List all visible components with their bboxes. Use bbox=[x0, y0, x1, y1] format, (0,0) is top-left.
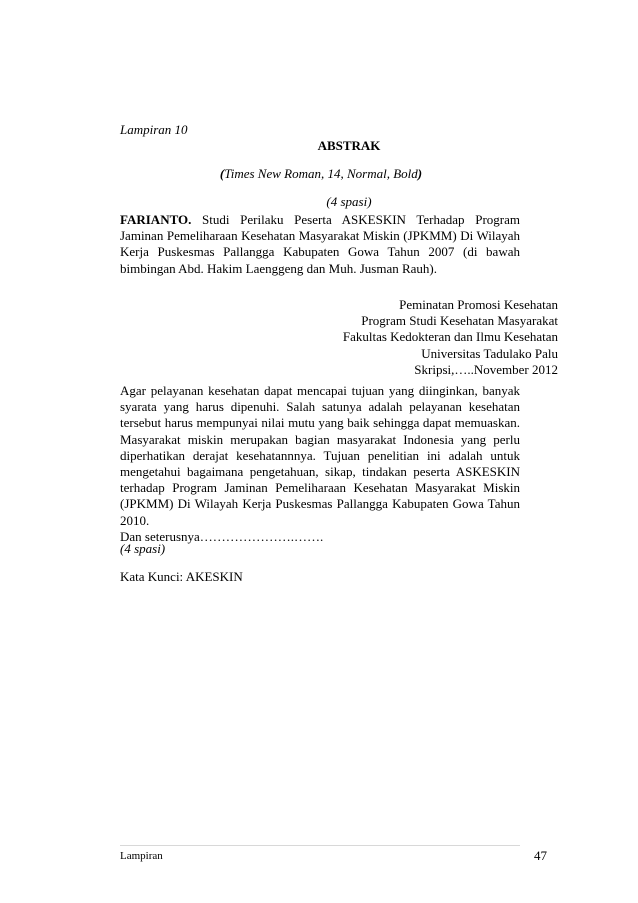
affiliation-line: Program Studi Kesehatan Masyarakat bbox=[361, 313, 558, 329]
affiliation-block bbox=[343, 297, 558, 378]
abstract-title bbox=[0, 138, 638, 154]
format-note-close: ) bbox=[417, 166, 423, 181]
affiliation-line: Fakultas Kedokteran dan Ilmu Kesehatan bbox=[342, 329, 558, 345]
keywords: Kata Kunci: AKESKIN bbox=[120, 569, 243, 584]
format-note-text: Times New Roman, 14, Normal, Bold bbox=[224, 166, 418, 181]
author-name: FARIANTO. bbox=[120, 212, 192, 227]
format-note bbox=[0, 166, 638, 182]
format-note-open: ( bbox=[219, 166, 225, 181]
page-number: 47 bbox=[534, 848, 547, 863]
affiliation-line: Skripsi,…..November 2012 bbox=[414, 361, 558, 377]
header-text: Studi Perilaku Peserta ASKESKIN Terhadap Program Jaminan Pemeliharaan Kesehatan Masyarakat Miskin (JPKMM) Di Wilayah Kerja Puskesmas Pallangga Kabupaten Gowa Tahun 2007 (di bawah bimbingan Abd. Hakim Laenggeng dan Muh. Jusman Rauh). bbox=[120, 212, 520, 276]
footer-divider bbox=[120, 845, 520, 846]
format-note-wrapper bbox=[220, 166, 422, 181]
abstract-continuation: Dan seterusnya………………….……. bbox=[120, 528, 324, 544]
appendix-label: Lampiran 10 bbox=[120, 122, 188, 137]
abstract-body-text: Agar pelayanan kesehatan dapat mencapai tujuan yang diinginkan, banyak syarata yang harus dipenuhi. Salah satunya adalah pelayanan kesehatan tersebut harus mempunyai nilai mutu yang baik sehingga dapat memuaskan. Masyarakat miskin merupakan bagian masyarakat Indonesia yang perlu diperhatikan derajat kesehatannnya. Tujuan penelitian ini adalah untuk mengetahui bagaimana pengetahuan, sikap, tindakan peserta ASKESKIN terhadap Program Jaminan Pemeliharaan Kesehatan Masyarakat Miskin (JPKMM) Di Wilayah Kerja Puskesmas Pallangga Kabupaten Gowa Tahun 2010. bbox=[120, 383, 520, 528]
affiliation-line: Peminatan Promosi Kesehatan bbox=[399, 297, 558, 312]
abstract-header-paragraph bbox=[120, 212, 520, 277]
spacing-note-top-text: (4 spasi) bbox=[326, 194, 372, 209]
abstract-body bbox=[120, 383, 520, 545]
affiliation-line: Universitas Tadulako Palu bbox=[421, 345, 558, 361]
abstract-title-text: ABSTRAK bbox=[317, 138, 381, 153]
spacing-note-top bbox=[0, 194, 638, 210]
footer-label: Lampiran bbox=[120, 850, 163, 862]
spacing-note-bottom: (4 spasi) bbox=[120, 541, 166, 556]
